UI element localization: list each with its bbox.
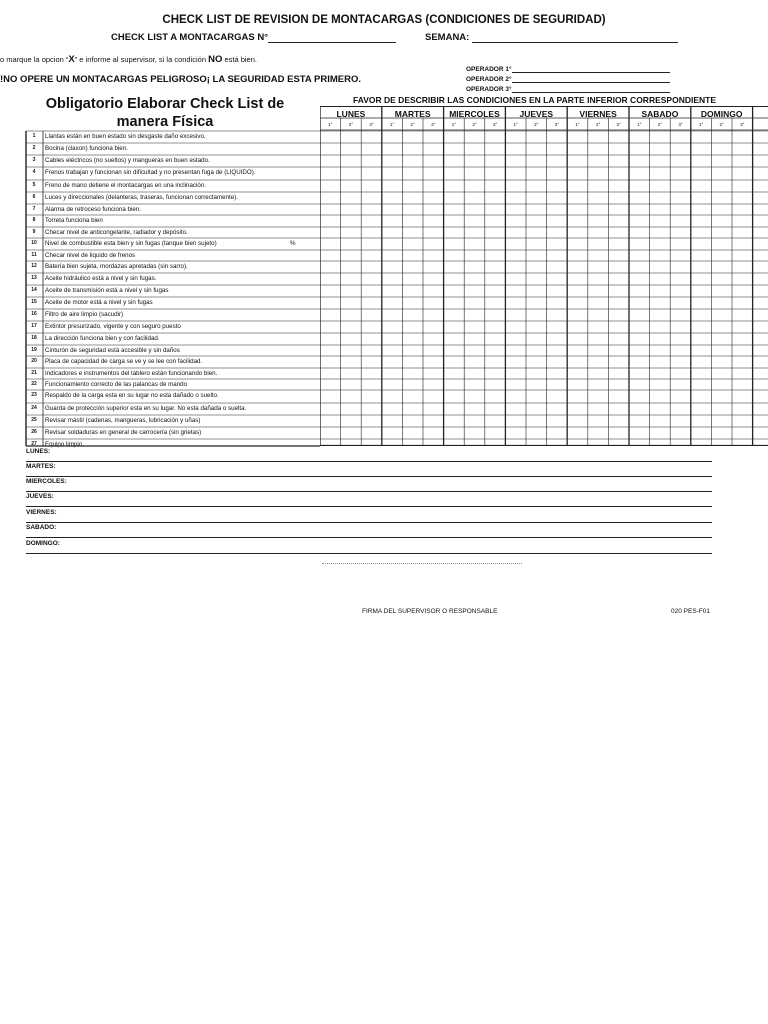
turn-header: 1° xyxy=(575,122,580,127)
turn-header: 3° xyxy=(369,122,374,127)
item-number: 14 xyxy=(31,287,37,293)
item-number: 9 xyxy=(32,229,36,235)
item-number: 19 xyxy=(31,347,37,353)
day-header-sabado: SABADO xyxy=(641,109,679,119)
item-text: Batería bien sujeta, mordazas apretadas (sin sarro). xyxy=(45,263,188,270)
item-number: 10 xyxy=(31,240,37,246)
item-text: Alarma de retroceso funciona bien. xyxy=(45,206,141,213)
item-text: Aceite hidráulico está a nivel y sin fugas. xyxy=(45,275,157,282)
item-text: Frenos trabajan y funcionan sin dificultad y no presentan fuga de (LIQUIDO). xyxy=(45,169,256,176)
item-number: 1 xyxy=(32,133,36,139)
item-number: 3 xyxy=(32,157,36,163)
day-header-lunes: LUNES xyxy=(336,109,366,119)
turn-header: 2° xyxy=(534,122,539,127)
day-note-sabado[interactable] xyxy=(26,523,712,538)
turn-header: 2° xyxy=(348,122,354,127)
turn-header: 2° xyxy=(472,122,477,127)
day-header-jueves: JUEVES xyxy=(519,109,554,119)
item-text: Cinturón de seguridad está accesible y sin daños xyxy=(45,347,180,354)
item-text: Extintor presurizado, vigente y con seguro puesto xyxy=(45,323,181,330)
operator-1-line: OPERADOR 1° xyxy=(466,66,670,73)
turn-header: 1° xyxy=(451,122,457,127)
item-number: 16 xyxy=(31,311,37,317)
turn-header: 3° xyxy=(740,122,745,127)
item-text: Revisar soldaduras en general de carrocería (sin grietas) xyxy=(45,429,202,436)
turn-header: 1° xyxy=(328,122,333,127)
item-number: 27 xyxy=(31,441,37,447)
item-text: Luces y direccionales (delanteras, traseras, funcionan correctamente). xyxy=(45,194,238,201)
item-number: 24 xyxy=(31,405,37,411)
day-note-miercoles[interactable] xyxy=(26,477,712,492)
item-number: 13 xyxy=(31,275,37,281)
day-note-martes[interactable] xyxy=(26,462,712,477)
form-code: 020 PES-F01 xyxy=(671,608,711,615)
signature-label: FIRMA DEL SUPERVISOR O RESPONSABLE xyxy=(362,608,498,615)
day-header-martes: MARTES xyxy=(394,109,431,119)
turn-header: 2° xyxy=(719,122,724,127)
describe-heading: FAVOR DE DESCRIBIR LAS CONDICIONES EN LA PARTE INFERIOR CORRESPONDIENTE xyxy=(353,95,717,105)
week-label: SEMANA: xyxy=(425,32,678,43)
turn-header: 1° xyxy=(389,122,395,127)
turn-header: 1° xyxy=(637,122,642,127)
item-number: 23 xyxy=(31,392,37,398)
day-note-viernes[interactable] xyxy=(26,508,712,523)
item-text: Equipo limpio xyxy=(45,441,83,448)
forklift-number-label: CHECK LIST A MONTACARGAS N° xyxy=(111,32,396,43)
item-text: Torreta funciona bien xyxy=(45,217,103,224)
day-note-lunes[interactable] xyxy=(26,447,712,462)
turn-header: 3° xyxy=(678,122,683,127)
item-number: 26 xyxy=(31,429,37,435)
item-text: Placa de capacidad de carga se ve y se lee con facilidad. xyxy=(45,358,203,365)
item-text: Funcionamiento correcto de las palancas de mando xyxy=(45,381,188,388)
item-number: 21 xyxy=(31,370,37,376)
item-text: Respaldo de la carga esta en su lugar no esta dañado o suelto. xyxy=(45,392,219,399)
turn-header: 1° xyxy=(698,122,704,127)
item-text: La dirección funciona bien y con facilidad. xyxy=(45,335,160,342)
item-text: Freno de mano detiene el montacargas en una inclinación. xyxy=(45,182,206,189)
item-text: Checar nivel de anticongelante, radiador y depósito. xyxy=(45,229,188,236)
item-number: 25 xyxy=(31,417,37,423)
item-number: 4 xyxy=(32,169,36,175)
day-note-label: MIERCOLES: xyxy=(26,478,67,485)
operator-3-line: OPERADOR 3° xyxy=(466,86,670,93)
day-header-domingo: DOMINGO xyxy=(700,109,743,119)
instructions-text: o marque la opcion “X” e informe al supervisor, si la condición NO está bien. xyxy=(0,54,257,65)
item-number: 5 xyxy=(32,182,36,188)
day-note-label: LUNES: xyxy=(26,448,51,455)
item-number: 8 xyxy=(32,217,36,223)
item-text: Guarda de protección superior esta en su lugar. No esta dañada o suelta. xyxy=(45,405,247,412)
day-note-label: VIERNES: xyxy=(26,509,57,516)
item-text: Aceite de motor está a nivel y sin fugas xyxy=(45,299,153,306)
turn-header: 2° xyxy=(657,122,663,127)
turn-header: 3° xyxy=(616,122,621,127)
turn-header: 3° xyxy=(431,122,436,127)
item-number: 22 xyxy=(31,381,37,387)
item-text: Bocina (claxon) funciona bien. xyxy=(45,145,128,152)
item-extra: % xyxy=(290,240,296,247)
operator-2-line: OPERADOR 2° xyxy=(466,76,670,83)
day-note-domingo[interactable] xyxy=(26,539,712,554)
item-text: Revisar mástil (cadenas, mangueras, lubricación y uñas) xyxy=(45,417,201,424)
day-note-label: SABADO: xyxy=(26,524,57,531)
item-number: 12 xyxy=(31,263,37,269)
item-text: Filtro de aire limpio (sacudir) xyxy=(45,311,124,318)
safety-warning: !NO OPERE UN MONTACARGAS PELIGROSO¡ LA SEGURIDAD ESTA PRIMERO. xyxy=(0,74,362,85)
item-number: 2 xyxy=(32,145,36,151)
left-heading: Obligatorio Elaborar Check List de manera Física xyxy=(45,96,285,130)
day-header-miercoles: MIERCOLES xyxy=(449,109,500,119)
item-number: 6 xyxy=(32,194,36,200)
signature-line[interactable] xyxy=(322,563,522,564)
day-header-viernes: VIERNES xyxy=(579,109,617,119)
day-note-label: JUEVES: xyxy=(26,493,54,500)
day-note-jueves[interactable] xyxy=(26,492,712,507)
form-title: CHECK LIST DE REVISION DE MONTACARGAS (CONDICIONES DE SEGURIDAD) xyxy=(162,14,606,26)
day-note-label: MARTES: xyxy=(26,463,56,470)
item-text: Checar nivel de liquido de frenos xyxy=(45,252,136,259)
turn-header: 3° xyxy=(492,122,498,127)
item-number: 7 xyxy=(32,206,36,212)
turn-header: 3° xyxy=(554,122,560,127)
item-text: Nivel de combustible esta bien y sin fugas (tanque bien sujeto) xyxy=(45,240,217,247)
item-text: Llantas están en buen estado sin desgaste daño excesivo. xyxy=(45,133,206,140)
day-note-label: DOMINGO: xyxy=(26,540,60,547)
item-number: 11 xyxy=(31,252,37,258)
item-text: Aceite de transmisión está a nivel y sin fugas xyxy=(45,287,169,294)
item-text: Indicadores e instrumentos del tablero están funcionando bien. xyxy=(45,370,218,377)
item-number: 15 xyxy=(31,299,37,305)
item-number: 18 xyxy=(31,335,37,341)
item-number: 20 xyxy=(31,358,37,364)
item-number: 17 xyxy=(31,323,37,329)
turn-header: 2° xyxy=(595,122,601,127)
turn-header: 1° xyxy=(513,122,518,127)
item-text: Cables eléctricos (no sueltos) y mangueras en buen estado. xyxy=(45,157,210,164)
turn-header: 2° xyxy=(410,122,415,127)
